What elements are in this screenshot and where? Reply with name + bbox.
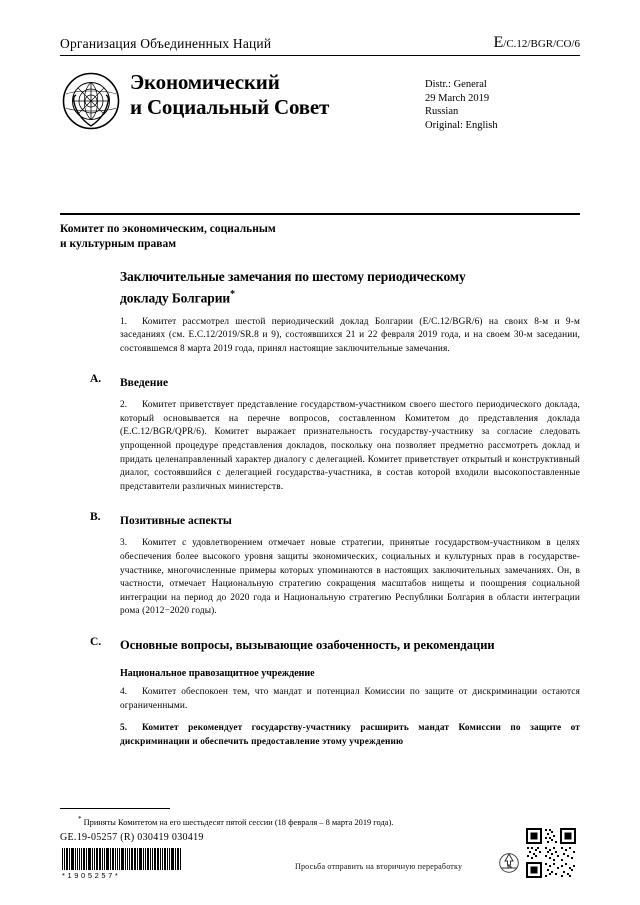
paragraph-2 bbox=[120, 399, 580, 494]
document-body bbox=[60, 268, 580, 749]
distr-date: 29 March 2019 bbox=[425, 92, 490, 104]
section-heading-a bbox=[90, 373, 580, 391]
distr-general: Distr.: General bbox=[425, 79, 487, 90]
organization-name: Организация Объединенных Наций bbox=[60, 36, 272, 51]
header-divider bbox=[60, 55, 580, 56]
subsection-heading: Национальное правозащитное учреждение bbox=[120, 668, 315, 679]
paragraph-number: 5. bbox=[120, 723, 128, 734]
section-letter: A. bbox=[90, 373, 102, 386]
paragraph-5 bbox=[120, 722, 580, 749]
page-title bbox=[120, 268, 580, 307]
publication-title bbox=[130, 70, 410, 120]
footnote-marker: * bbox=[78, 815, 82, 823]
job-number: GE.19-05257 (R) 030419 030419 bbox=[60, 832, 204, 843]
publication-title-line1: Экономический bbox=[130, 70, 280, 94]
committee-name-line2: и культурным правам bbox=[60, 238, 177, 250]
document-symbol bbox=[494, 34, 581, 52]
header-thick-divider bbox=[60, 213, 580, 215]
recycle-notice: Просьба отправить на вторичную переработку bbox=[295, 862, 463, 871]
section-title: Позитивные аспекты bbox=[120, 515, 232, 528]
section-letter: B. bbox=[90, 511, 101, 524]
paragraph-number: 1. bbox=[120, 316, 128, 327]
publication-title-line2: и Социальный Совет bbox=[130, 95, 330, 119]
barcode-bars bbox=[62, 848, 182, 870]
section-title: Основные вопросы, вызывающие озабоченность, и рекомендации bbox=[120, 638, 495, 652]
paragraph-text: Комитет рассмотрел шестой периодический доклад Болгарии (E/C.12/BGR/6) на своих 8-м и 9-м заседаниях (см. E.C.12/2019/SR.8 и 9), состоявшихся 21 и 22 февраля 2019 года, и на своем 30-м заседании, состоявшемся 8 марта 2019 года, принял настоящие заключительные замечания. bbox=[120, 316, 580, 354]
un-emblem-icon bbox=[62, 72, 120, 130]
qr-code bbox=[524, 826, 578, 880]
section-heading-c bbox=[90, 636, 580, 654]
paragraph-4 bbox=[120, 686, 580, 713]
distribution-info bbox=[425, 78, 580, 132]
footnote-text: Приняты Комитетом на его шестьдесят пятой сессии (18 февраля – 8 марта 2019 года). bbox=[83, 817, 394, 827]
page-title-line2: докладу Болгарии bbox=[120, 290, 231, 305]
section-heading-b bbox=[90, 511, 580, 529]
paragraph-number: 2. bbox=[120, 400, 128, 411]
page-title-footnote-marker: * bbox=[230, 288, 235, 300]
document-symbol-prefix: E bbox=[493, 34, 504, 51]
section-letter: C. bbox=[90, 636, 102, 648]
barcode-digits: *1905257* bbox=[62, 871, 121, 880]
distr-original: Original: English bbox=[425, 119, 498, 131]
recycle-icon bbox=[498, 852, 520, 874]
paragraph-text: Комитет рекомендует государству-участнику расширить мандат Комиссии по защите от дискриминации и обеспечить предоставление этому учреждению bbox=[120, 723, 580, 747]
section-title: Введение bbox=[120, 377, 169, 390]
page-title-line1: Заключительные замечания по шестому периодическому bbox=[120, 269, 466, 284]
footnote-divider bbox=[60, 808, 170, 809]
distr-language: Russian bbox=[425, 106, 459, 117]
paragraph-1 bbox=[120, 316, 580, 357]
committee-name bbox=[60, 222, 390, 252]
paragraph-text: Комитет обеспокоен тем, что мандат и потенциал Комиссии по защите от дискриминации остаются ограниченными. bbox=[120, 687, 580, 711]
footnote bbox=[78, 814, 498, 828]
header-top-row bbox=[60, 34, 580, 52]
paragraph-3 bbox=[120, 537, 580, 619]
paragraph-number: 4. bbox=[120, 687, 128, 697]
paragraph-text: Комитет приветствует представление государством-участником своего шестого периодического доклада, который основывается на перечне вопросов, составленном Комитетом до представления доклада (E.C.12/BGR/QPR/6). Комитет выражает признательность государству-участнику за согласие следовать упрощенной процедуре представления докладов, поскольку она позволяет предметно рассмотреть доклад и придать целенаправленный характер диалогу с делегацией. Комитет приветствует открытый и конструктивный диалог, состоявшийся с делегацией государства-участника, в состав которой входили высокопоставленные представители различных министерств. bbox=[120, 400, 580, 492]
barcode bbox=[62, 848, 182, 878]
committee-name-line1: Комитет по экономическим, социальным bbox=[60, 223, 276, 235]
paragraph-number: 3. bbox=[120, 538, 128, 549]
paragraph-text: Комитет с удовлетворением отмечает новые стратегии, принятые государством-участником в целях обеспечения более высокого уровня защиты экономических, социальных и культурных прав в государстве-участнике, многочисленные примеры которых упоминаются в настоящих заключительных замечаниях. Он, в частности, отмечает Национальную стратегию сокращения масштабов нищеты и поощрения социальной интеграции на период до 2020 года и Национальную стратегию Республики Болгария в области интеграции рома (2012−2020 годы). bbox=[120, 538, 580, 617]
document-symbol-suffix: /C.12/BGR/CO/6 bbox=[503, 38, 580, 50]
